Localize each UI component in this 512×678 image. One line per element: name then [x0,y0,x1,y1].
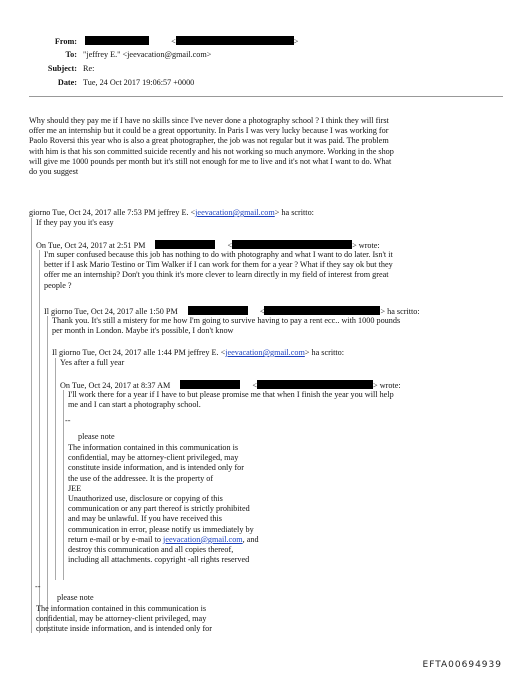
quote-2-header: On Tue, Oct 24, 2017 at 2:51 PM < > wrote: [36,241,380,250]
redacted-name [188,306,248,315]
confidentiality-notice-2: The information contained in this communication is confidential, may be attorney-client privileged, may constitute inside information, and is intended only for [36,604,212,634]
quote-3-header: Il giorno Tue, Oct 24, 2017 alle 1:50 PM < > ha scritto: [44,307,420,316]
to-row [0,50,211,60]
main-line: Paolo Roversi this year who is also a great photographer, the job was not regular but it was paid. The problem [29,136,389,146]
redacted-email [264,306,380,315]
email-link[interactable]: jeevacation@gmail.com [163,534,243,544]
date-row [0,78,194,88]
email-link[interactable]: jeevacation@gmail.com [195,208,275,217]
quote-4-text: Yes after a full year [60,358,125,367]
subject-label: Subject: [47,64,77,73]
redacted-name [180,380,240,389]
main-line: do you suggest [29,166,79,176]
quote-5-text: I'll work there for a year if I have to but please promise me that when I finish the year you will help me and I can start a photography school. [68,390,394,410]
main-line: Why should they pay me if I have no skills since I've never done a photography school ? I think they will first [29,116,389,125]
quote-bar-4 [55,358,56,580]
redacted-sender-email [176,36,294,45]
redacted-sender-name [85,36,149,45]
redacted-email [232,240,352,249]
notice-title: please note [78,432,115,441]
document-id: EFTA00694939 [422,659,502,670]
date-label: Date: [57,78,77,87]
to-label: To: [65,50,77,59]
subject-row [0,64,94,74]
main-line: will give me 1000 pounds per month but it's still not enough for me to live and it's not what I want to do. What [29,156,392,166]
quote-4-header: Il giorno Tue, Oct 24, 2017 alle 1:44 PM jeffrey E. <jeevacation@gmail.com> ha scritto: [52,348,345,357]
signature-dashes: -- [65,416,71,425]
quote-bar-1 [31,218,32,633]
redacted-name [155,240,215,249]
date-value: Tue, 24 Oct 2017 19:06:57 +0000 [83,78,195,87]
quote-2-text: I'm super confused because this job has nothing to do with photography and what I want to do later. Isn't it better if I ask Mario Testino or Tim Walker if I can work for them for a year ? What if they say ok but they offer me an internship? Don't you think it's more clever to learn directly in my field of interest from great people ? [44,250,393,290]
signature-dashes: -- [35,582,41,591]
from-row: From: < > [0,36,298,47]
subject-value: Re: [83,64,95,73]
quote-bar-5 [63,390,64,580]
email-link[interactable]: jeevacation@gmail.com [225,348,305,357]
redacted-email [257,380,373,389]
main-line: with him is that his son committed suicide recently and his not working so much anymore. Working in the shop [29,146,394,156]
quote-bar-3 [47,316,48,633]
header-divider [29,96,503,97]
quote-3-text: Thank you. It's still a mistery for me how I'm going to survive having to pay a rent ecc.. with 1000 pounds per month in London. Maybe it's possible, I don't know [52,316,401,336]
quote-1-text: If they pay you it's easy [36,218,114,227]
from-label: From: [54,37,77,46]
notice-title: please note [57,593,94,602]
main-line: offer me an internship but it could be a great opportunity. In Paris I was very lucky because I was working for [29,126,389,136]
main-message [29,116,394,177]
quote-1-header: giorno Tue, Oct 24, 2017 alle 7:53 PM jeffrey E. <jeevacation@gmail.com> ha scritto: [29,208,314,217]
confidentiality-notice: The information contained in this communication is confidential, may be attorney-client privileged, may constitute inside information, and is intended only for the use of the addressee. It is the property of JEE Unauthorized use, disclosure or copying of this communication or any part thereof is strictly prohibited and may be unlawful. If you have received this communication in error, please notify us immediately by return e-mail or by e-mail to jeevacation@gmail.com, and destroy this communication and all copies thereof, including all attachments. copyright -all rights reserved [68,443,259,565]
to-value: "jeffrey E." <jeevacation@gmail.com> [83,50,212,59]
quote-bar-2 [39,250,40,633]
quote-5-header: On Tue, Oct 24, 2017 at 8:37 AM < > wrote: [60,381,401,390]
